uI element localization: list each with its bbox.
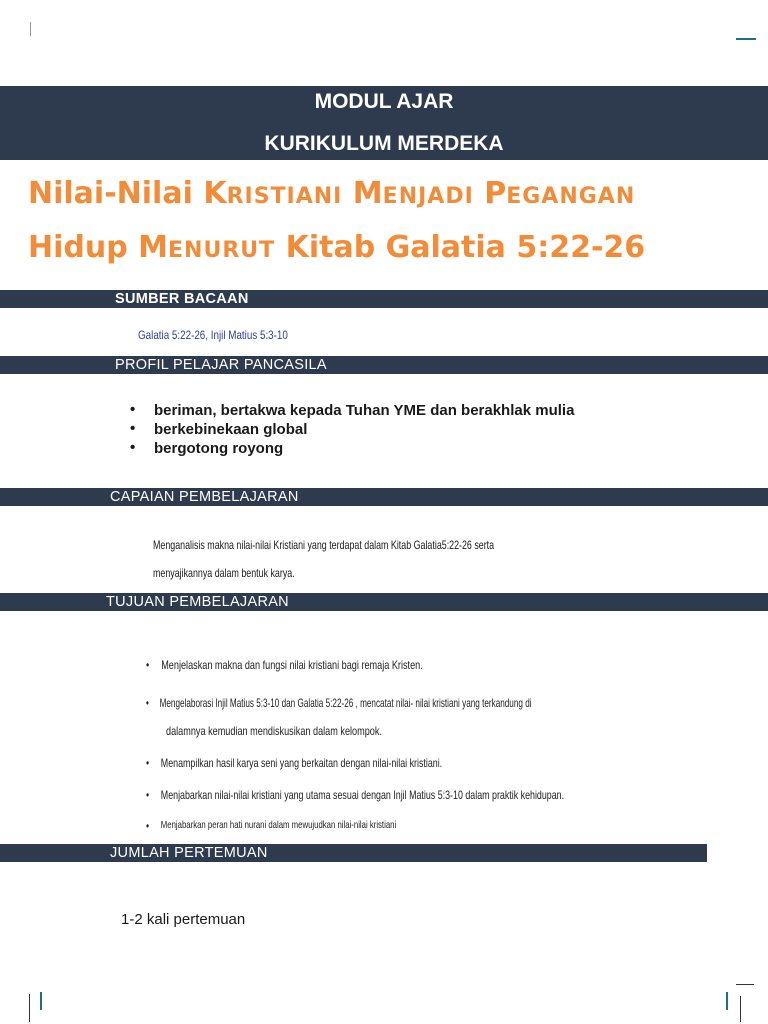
list-item-continuation: dalamnya kemudian mendiskusikan dalam kelompok.	[166, 724, 382, 738]
corner-mark-bottom-left	[40, 992, 42, 1010]
corner-mark-top-right	[736, 38, 756, 40]
list-item: • Mengelaborasi Injil Matius 5:3-10 dan Galatia 5:22-26 , mencatat nilai- nilai kristiani yang terkandung di	[146, 696, 532, 710]
list-item: • bergotong royong	[130, 440, 574, 459]
list-item: • Menjelaskan makna dan fungsi nilai kristiani bagi remaja Kristen.	[146, 658, 423, 672]
header-banner	[0, 86, 768, 160]
corner-mark-bottom-right	[726, 992, 728, 1010]
header-title-line2: KURIKULUM MERDEKA	[264, 132, 504, 155]
section-bar-jumlah	[0, 844, 707, 862]
document-title-line2: Hidup MENURUT Kitab Galatia 5:22-26	[28, 230, 646, 265]
capaian-text-line1: Menganalisis makna nilai-nilai Kristiani yang terdapat dalam Kitab Galatia5:22-26 serta	[153, 538, 495, 552]
header-title-line1: MODUL AJAR	[314, 90, 454, 113]
list-item: • Menampilkan hasil karya seni yang berkaitan dengan nilai-nilai kristiani.	[146, 756, 442, 770]
list-item: • beriman, bertakwa kepada Tuhan YME dan berakhlak mulia	[130, 402, 574, 421]
corner-mark-bottom-right-2	[736, 984, 754, 985]
list-item: • Menjabarkan peran hati nurani dalam mewujudkan nilai-nilai kristiani	[146, 819, 396, 831]
section-bar-capaian	[0, 488, 768, 506]
capaian-text-line2: menyajikannya dalam bentuk karya.	[153, 566, 295, 580]
section-bar-tujuan	[0, 593, 768, 611]
document-title-line1: Nilai-Nilai KRISTIANI MENJADI PEGANGAN	[28, 176, 636, 211]
corner-mark-top-left	[30, 22, 31, 36]
sumber-bacaan-text: Galatia 5:22-26, Injil Matius 5:3-10	[138, 328, 288, 342]
section-heading-profil: PROFIL PELAJAR PANCASILA	[115, 357, 327, 373]
section-heading-tujuan: TUJUAN PEMBELAJARAN	[106, 594, 289, 610]
section-heading-sumber-bacaan: SUMBER BACAAN	[115, 291, 249, 307]
section-bar-sumber-bacaan	[0, 290, 768, 308]
section-heading-capaian: CAPAIAN PEMBELAJARAN	[110, 489, 299, 505]
jumlah-pertemuan-text: 1-2 kali pertemuan	[121, 911, 246, 928]
corner-mark-bottom-left-2	[29, 994, 30, 1022]
section-bar-profil	[0, 356, 768, 374]
list-item: • Menjabarkan nilai-nilai kristiani yang utama sesuai dengan Injil Matius 5:3-10 dalam praktik kehidupan.	[146, 788, 564, 802]
list-item: • berkebinekaan global	[130, 421, 574, 440]
profil-list	[130, 402, 574, 459]
corner-mark-bottom-right-3	[740, 996, 741, 1022]
section-heading-jumlah: JUMLAH PERTEMUAN	[110, 845, 268, 861]
